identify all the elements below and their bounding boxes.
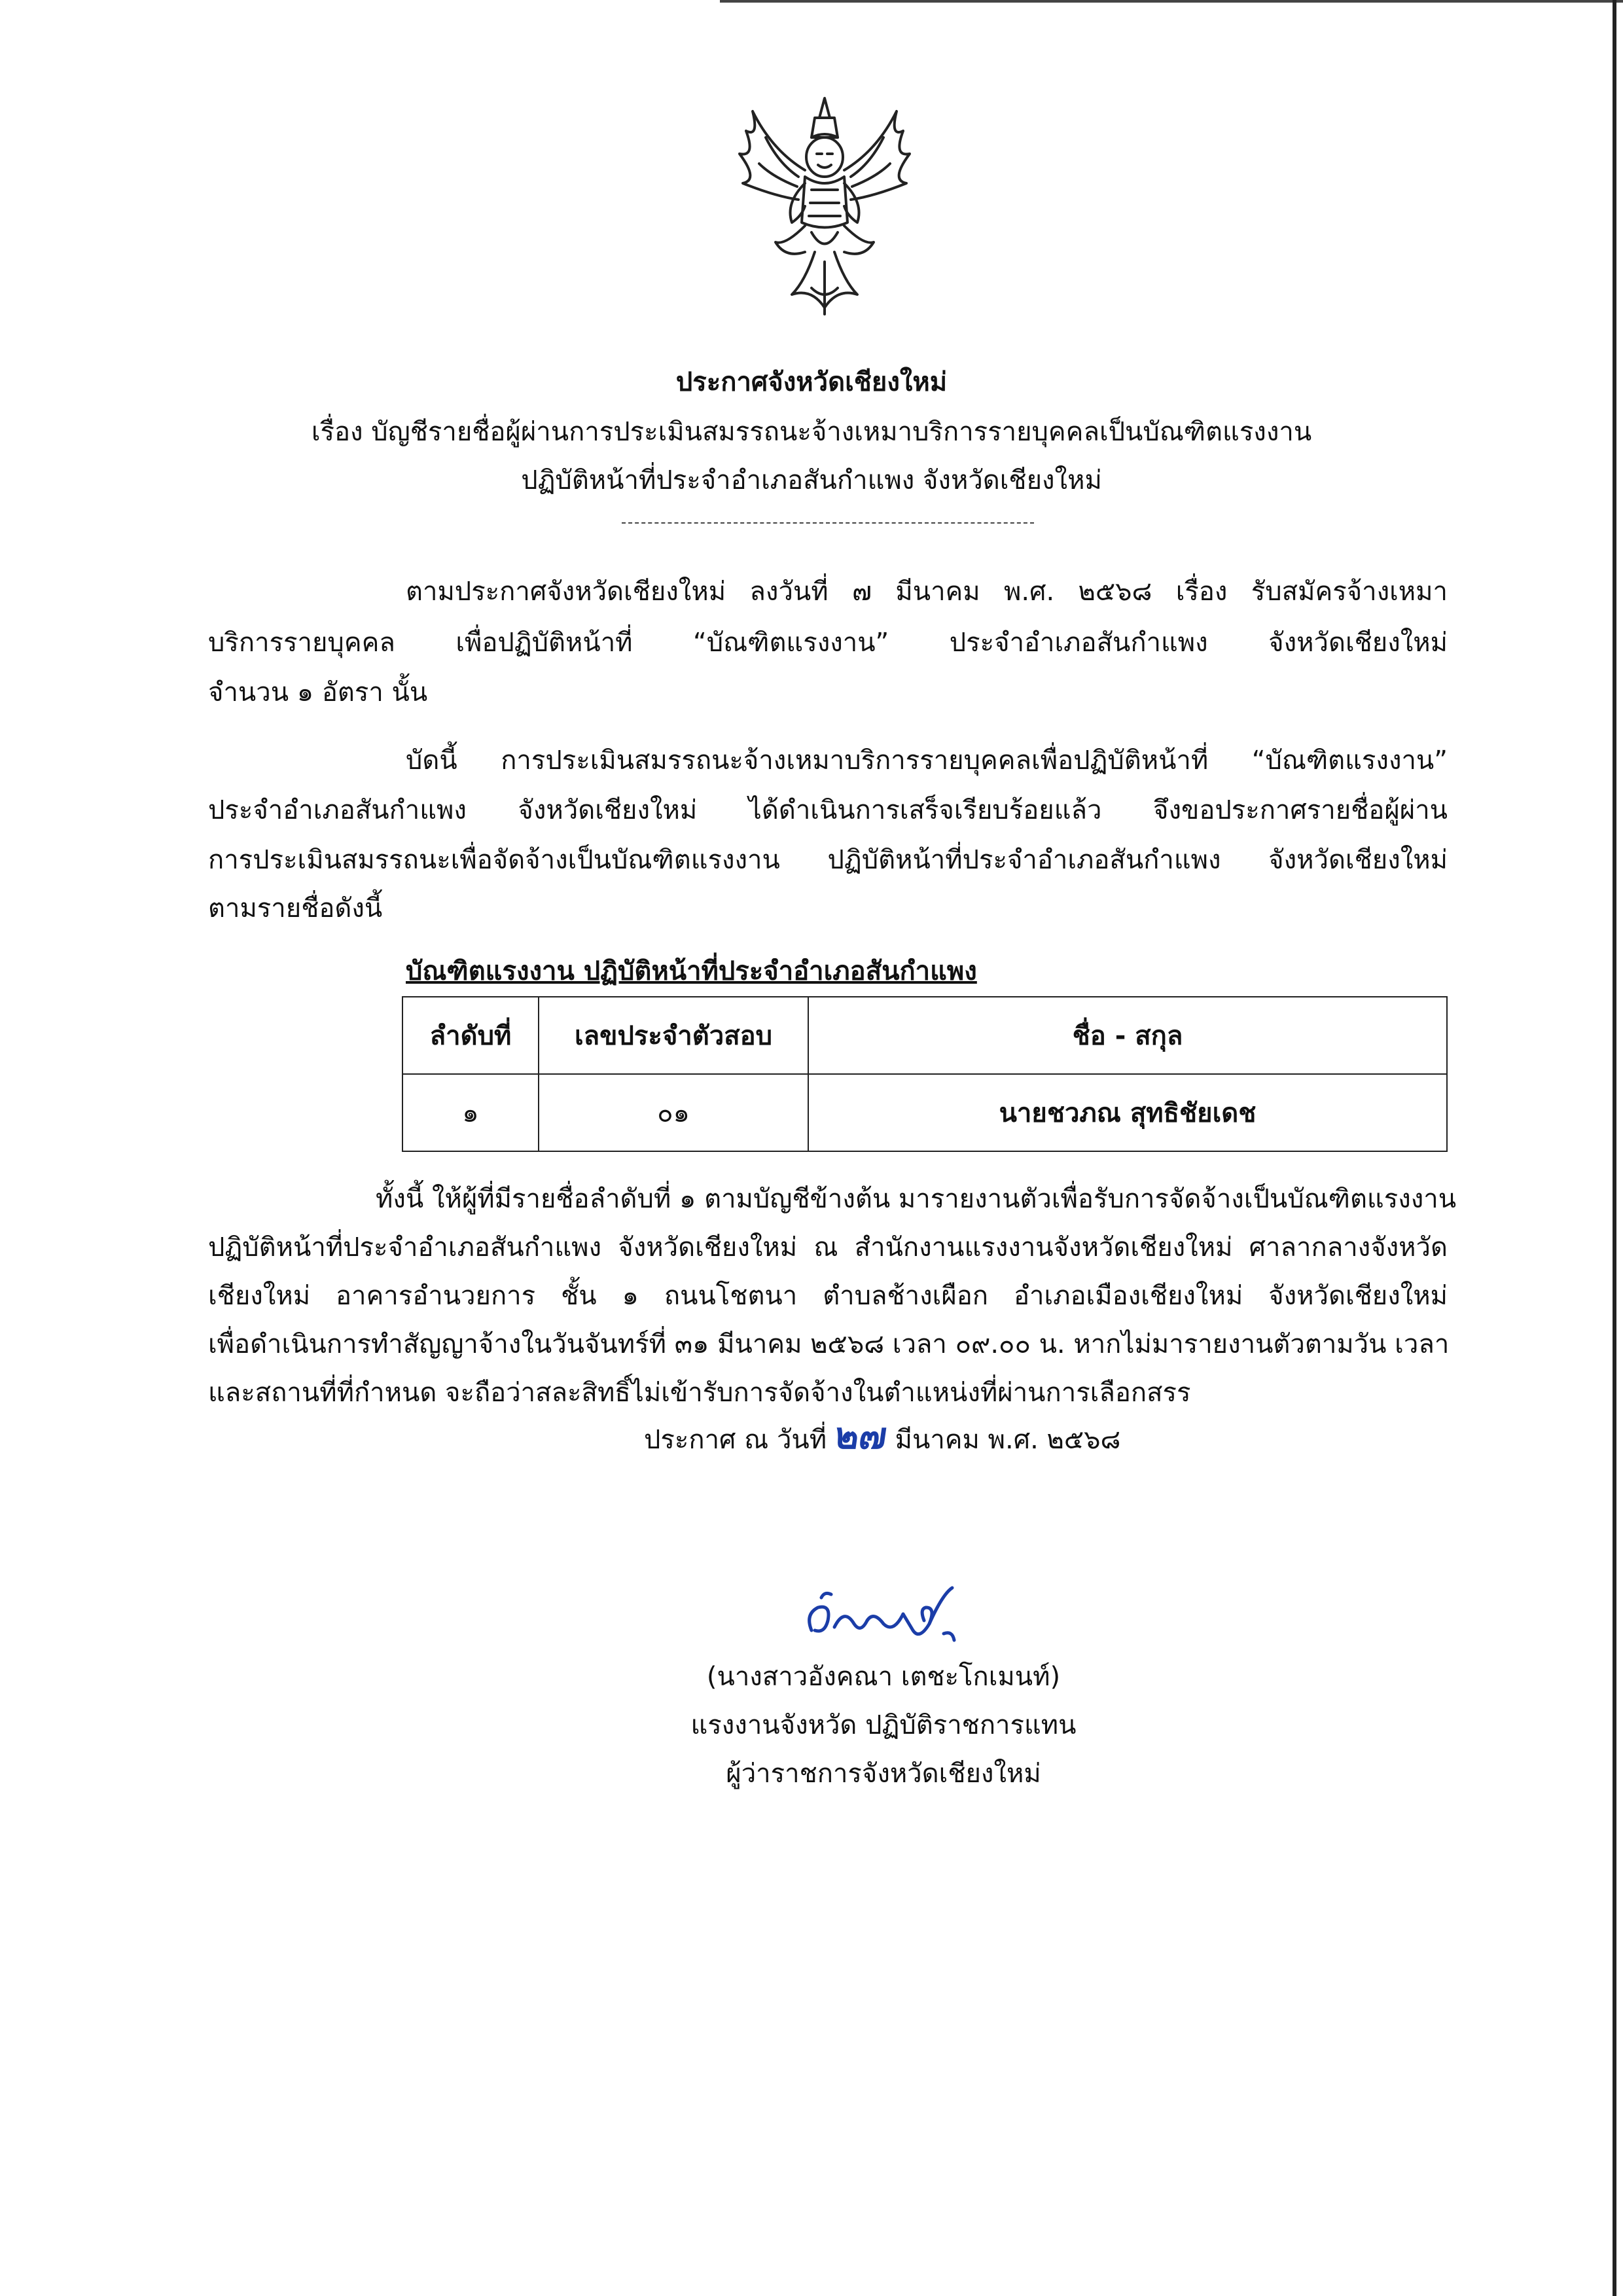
table-row <box>402 1074 1447 1151</box>
candidate-table <box>402 996 1448 1152</box>
header-exam-id: เลขประจำตัวสอบ <box>539 997 808 1074</box>
paragraph-3-line-1: ทั้งนี้ ให้ผู้ที่มีรายชื่อลำดับที่ ๑ ตามบัญชีข้างต้น มารายงานตัวเพื่อรับการจัดจ้างเป็นบัณฑิตแรงงาน <box>376 1184 1457 1214</box>
garuda-emblem-icon <box>713 92 936 327</box>
paragraph-2-line-2: ประจำอำเภอสันกำแพง จังหวัดเชียงใหม่ ได้ดำเนินการเสร็จเรียบร้อยแล้ว จึงขอประกาศรายชื่อผู้ผ่าน <box>208 795 1448 825</box>
scan-edge-top <box>720 0 1623 3</box>
cell-order: ๑ <box>402 1074 539 1151</box>
paragraph-3-line-5: และสถานที่ที่กำหนด จะถือว่าสละสิทธิ์ไม่เข้ารับการจัดจ้างในตำแหน่งที่ผ่านการเลือกสรร <box>208 1378 1191 1408</box>
date-prefix: ประกาศ ณ วันที่ <box>644 1425 827 1455</box>
paragraph-2-line-1: บัดนี้ การประเมินสมรรถนะจ้างเหมาบริการรายบุคคลเพื่อปฏิบัติหน้าที่ “บัณฑิตแรงงาน” <box>406 745 1448 776</box>
table-title: บัณฑิตแรงงาน ปฏิบัติหน้าที่ประจำอำเภอสันกำแพง <box>406 956 977 986</box>
signatory-name: (นางสาวอังคณา เตชะโกเมนท์) <box>706 1662 1061 1692</box>
handwritten-signature <box>798 1568 969 1653</box>
paragraph-3-line-3: เชียงใหม่ อาคารอำนวยการ ชั้น ๑ ถนนโชตนา ตำบลช้างเผือก อำเภอเมืองเชียงใหม่ จังหวัดเชียงใหม่ <box>208 1281 1448 1311</box>
separator-line <box>622 522 1034 524</box>
subject-line-2: ปฏิบัติหน้าที่ประจำอำเภอสันกำแพง จังหวัดเชียงใหม่ <box>521 465 1102 495</box>
signatory-position-line-2: ผู้ว่าราชการจังหวัดเชียงใหม่ <box>726 1759 1041 1789</box>
paragraph-2-line-4: ตามรายชื่อดังนี้ <box>208 893 383 924</box>
paragraph-1-line-1: ตามประกาศจังหวัดเชียงใหม่ ลงวันที่ ๗ มีนาคม พ.ศ. ๒๕๖๘ เรื่อง รับสมัครจ้างเหมา <box>406 577 1448 607</box>
header-full-name: ชื่อ - สกุล <box>808 997 1447 1074</box>
paragraph-1-line-2: บริการรายบุคคล เพื่อปฏิบัติหน้าที่ “บัณฑิตแรงงาน” ประจำอำเภอสันกำแพง จังหวัดเชียงใหม่ <box>208 628 1448 658</box>
handwritten-day: ๒๗ <box>832 1414 890 1458</box>
scan-edge-right <box>1613 0 1616 2296</box>
signatory-position-line-1: แรงงานจังหวัด ปฏิบัติราชการแทน <box>690 1710 1077 1740</box>
paragraph-2-line-3: การประเมินสมรรถนะเพื่อจัดจ้างเป็นบัณฑิตแรงงาน ปฏิบัติหน้าที่ประจำอำเภอสันกำแพง จังหวัดเชียงใหม่ <box>208 845 1448 875</box>
paragraph-1-line-3: จำนวน ๑ อัตรา นั้น <box>208 677 428 708</box>
header-order: ลำดับที่ <box>402 997 539 1074</box>
announcement-heading: ประกาศจังหวัดเชียงใหม่ <box>675 367 948 397</box>
date-suffix: มีนาคม พ.ศ. ๒๕๖๘ <box>895 1425 1121 1455</box>
table-header-row <box>402 997 1447 1074</box>
cell-full-name: นายชวภณ สุทธิชัยเดช <box>808 1074 1447 1151</box>
paragraph-3-line-4: เพื่อดำเนินการทำสัญญาจ้างในวันจันทร์ที่ ๓๑ มีนาคม ๒๕๖๘ เวลา ๐๙.๐๐ น. หากไม่มารายงานตัวตามวัน เวลา <box>208 1329 1450 1359</box>
subject-line-1: เรื่อง บัญชีรายชื่อผู้ผ่านการประเมินสมรรถนะจ้างเหมาบริการรายบุคคลเป็นบัณฑิตแรงงาน <box>311 417 1312 447</box>
paragraph-3-line-2: ปฏิบัติหน้าที่ประจำอำเภอสันกำแพง จังหวัดเชียงใหม่ ณ สำนักงานแรงงานจังหวัดเชียงใหม่ ศาลากลางจังหวัด <box>208 1232 1448 1263</box>
cell-exam-id: ๐๑ <box>539 1074 808 1151</box>
announcement-date <box>644 1414 1121 1458</box>
